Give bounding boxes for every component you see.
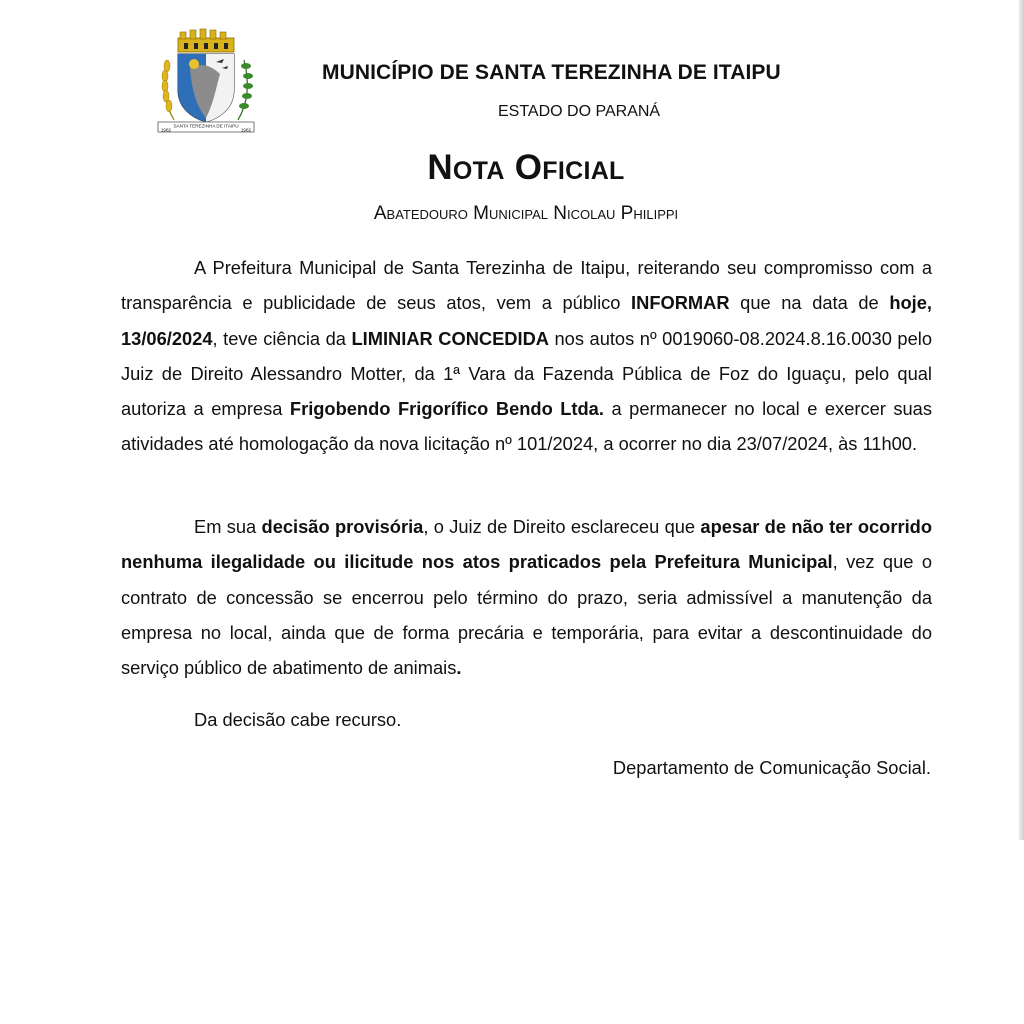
p1-text-3: , teve ciência da: [212, 327, 352, 349]
page-edge-shadow: [1018, 0, 1024, 840]
document-title: Nota Oficial: [427, 148, 625, 187]
p2-bold-decision: decisão provisória: [261, 516, 424, 537]
p1-text-5: a permanecer no local e exercer suas atividades até homologação da nova licitação nº 101/2024, a ocorrer no dia 23/07/2024, às 11h00.: [121, 398, 932, 455]
state-name: ESTADO DO PARANÁ: [498, 103, 661, 120]
paragraph-announcement: [121, 250, 932, 462]
laurel-branch-icon: [238, 60, 253, 120]
p1-bold-company: Frigobendo Frigorífico Bendo Ltda.: [289, 398, 604, 420]
p1-text-4: nos autos nº 0019060-08.2024.8.16.0030 pelo Juiz de Direito Alessandro Motter, da 1ª Vara da Fazenda Pública de Foz do Iguaçu, pelo qual autoriza a empresa: [121, 327, 932, 420]
municipality-title: MUNICÍPIO DE SANTA TEREZINHA DE ITAIPU: [322, 61, 781, 84]
p2-text-2: , o Juiz de Direito esclareceu que: [423, 516, 701, 537]
paragraph-decision: [121, 509, 932, 685]
p1-text-2: que na data de: [729, 292, 890, 314]
ribbon-banner: [158, 122, 254, 132]
wheat-icon: [162, 60, 174, 120]
p1-bold-date: hoje, 13/06/2024: [121, 292, 932, 349]
p1-bold-liminar: LIMINIAR CONCEDIDA: [351, 327, 549, 349]
p1-text-1: A Prefeitura Municipal de Santa Terezinha de Itaipu, reiterando seu compromisso com a transparência e publicidade de seus atos, vem a público: [121, 257, 932, 314]
crest-year-right: 1982: [240, 127, 252, 133]
municipal-coat-of-arms: [154, 28, 258, 140]
paragraph-appeal: Da decisão cabe recurso.: [194, 709, 402, 730]
document-subtitle: Abatedouro Municipal Nicolau Philippi: [373, 203, 679, 224]
crown-icon: [178, 29, 234, 52]
shield-icon: [178, 54, 234, 122]
p2-text-3: , vez que o contrato de concessão se encerrou pelo término do prazo, seria admissível a manutenção da empresa no local, ainda que de forma precária e temporária, para evitar a descontinuidade do serviço público de abatimento de animais: [121, 551, 932, 679]
p1-bold-informar: INFORMAR: [631, 292, 730, 314]
p2-text-1: Em sua: [194, 516, 262, 537]
p2-bold-period: .: [456, 657, 462, 679]
p2-bold-legality: apesar de não ter ocorrido nenhuma ilegalidade ou ilicitude nos atos praticados pela Prefeitura Municipal: [121, 516, 932, 573]
crest-year-left: 1982: [160, 127, 172, 133]
signature-department: Departamento de Comunicação Social.: [612, 757, 931, 778]
crest-name-text: SANTA TEREZINHA DE ITAIPU: [173, 123, 239, 129]
